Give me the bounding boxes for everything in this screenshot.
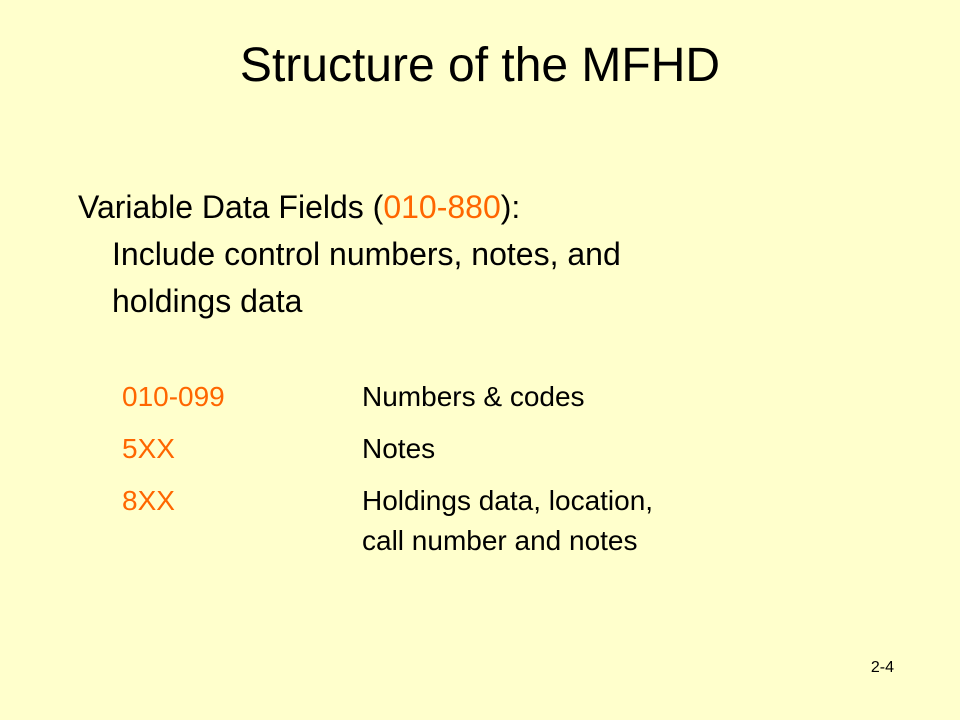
field-code: 5XX [122, 433, 175, 464]
field-code-table [122, 371, 653, 561]
intro-label-before: Variable Data Fields ( [78, 189, 384, 225]
field-range: 010-880 [383, 189, 501, 225]
intro-block [78, 184, 898, 325]
field-description-line: Numbers & codes [362, 381, 585, 412]
field-description-line: call number and notes [362, 525, 638, 556]
slide-number: 2-4 [870, 659, 894, 676]
field-description [362, 371, 585, 423]
field-description [362, 475, 653, 561]
intro-label-after: ): [500, 189, 521, 225]
intro-heading [78, 184, 898, 231]
field-code: 8XX [122, 485, 175, 516]
slide-title: Structure of the MFHD [239, 39, 721, 92]
table-row [122, 371, 653, 423]
intro-description-line-1: Include control numbers, notes, and [112, 236, 621, 272]
field-description-line: Holdings data, location, [362, 485, 654, 516]
table-row [122, 475, 653, 561]
intro-description-line-2: holdings data [112, 283, 303, 319]
field-code: 010-099 [122, 381, 225, 412]
field-description [362, 423, 435, 475]
field-description-line: Notes [362, 433, 436, 464]
table-row [122, 423, 653, 475]
